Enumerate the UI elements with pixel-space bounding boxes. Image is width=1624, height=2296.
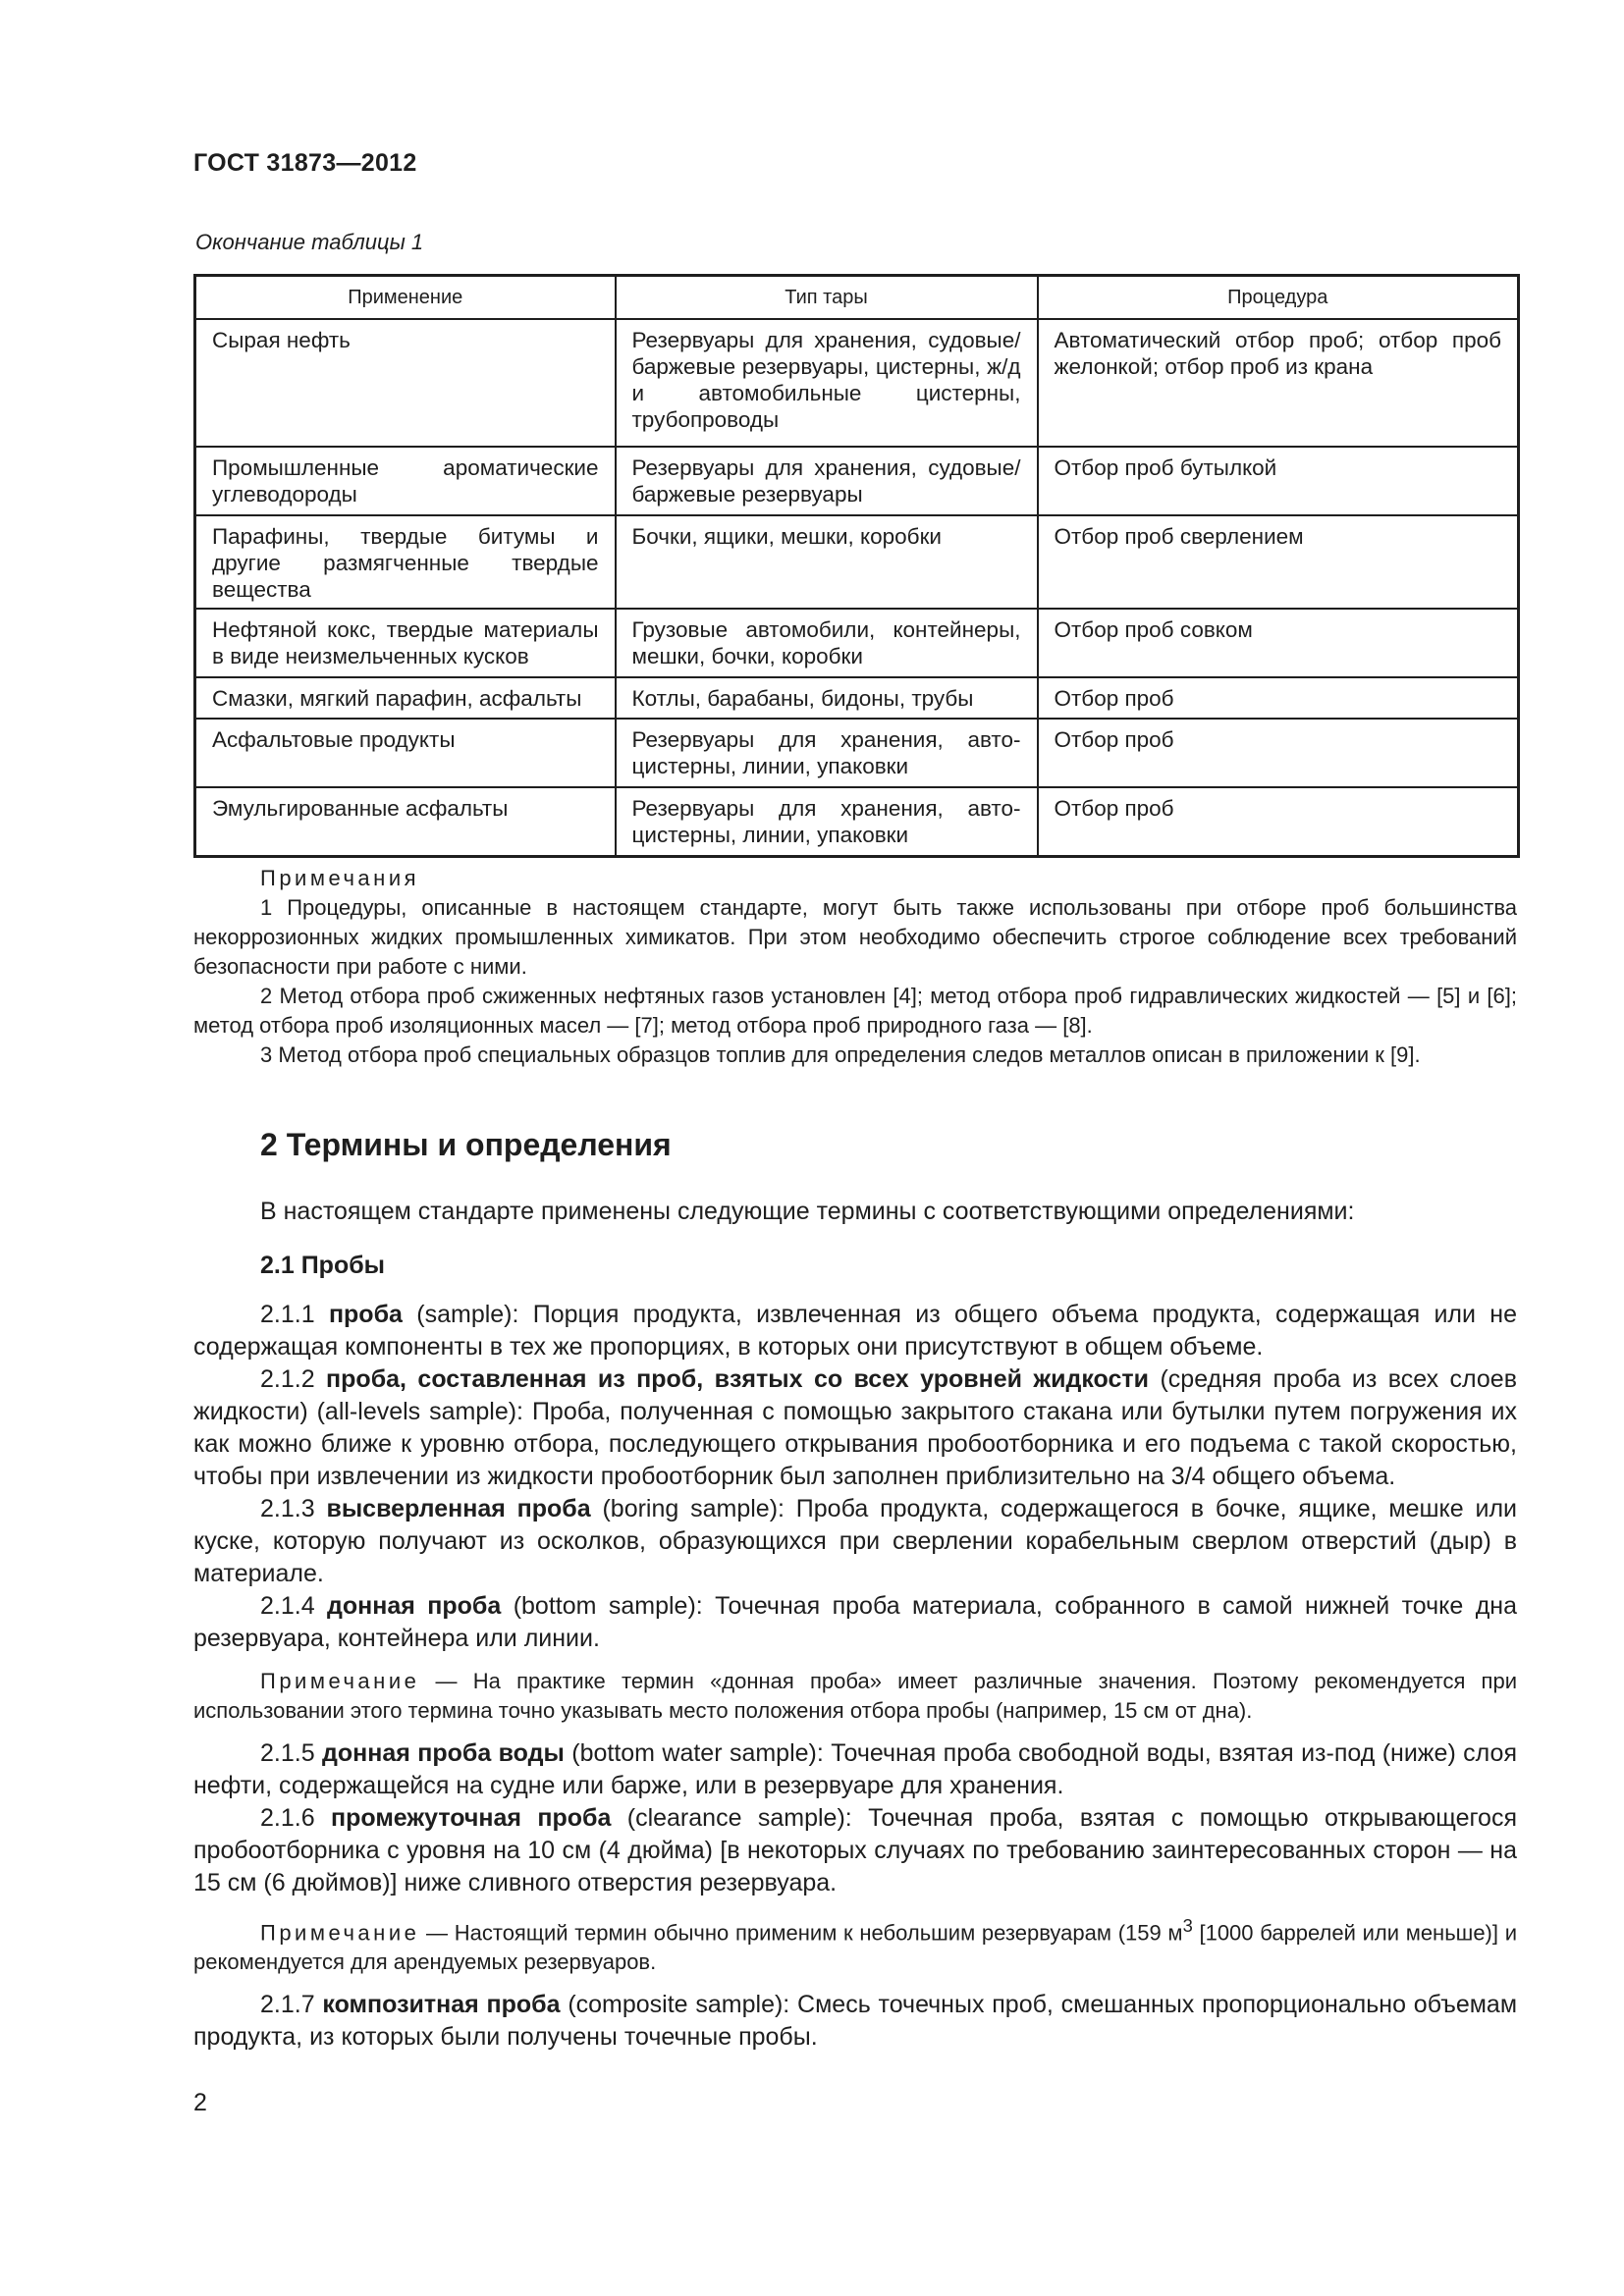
- definition-number: 2.1.2: [260, 1365, 315, 1393]
- note-text-tail: [1000 баррелей или меньше)] и рекомендуется для арендуемых резервуаров.: [193, 1920, 1517, 1975]
- definition-text: (boring sample): Проба продукта, содержащегося в бочке, ящике, мешке или куске, которую получают из осколков, образующихся при сверлении корабельным сверлом отверстий (дыр) в материале.: [193, 1495, 1518, 1587]
- definition-item: [193, 1802, 1517, 1899]
- table-row: [195, 447, 1519, 515]
- table-row: [195, 319, 1519, 447]
- column-header-application: Применение: [195, 276, 616, 320]
- table-row: [195, 609, 1519, 677]
- table-cell: Парафины, твердые битумы и другие размягченные твердые вещества: [195, 515, 616, 609]
- table-cell: Отбор проб: [1038, 787, 1519, 857]
- table-cell: Отбор проб: [1038, 677, 1519, 719]
- column-header-container-type: Тип тары: [616, 276, 1038, 320]
- definition-item: [193, 1590, 1517, 1655]
- definition-text: (bottom water sample): Точечная проба свободной воды, взятая из-под (ниже) слоя нефти, содержащейся на судне или барже, или в резервуаре для хранения.: [193, 1739, 1517, 1799]
- note-superscript: 3: [1182, 1915, 1193, 1936]
- section-intro: В настоящем стандарте применены следующие термины с соответствующими определениями:: [260, 1198, 1355, 1225]
- table-cell: Грузовые автомобили, контейнеры, мешки, бочки, коробки: [616, 609, 1038, 677]
- definition-number: 2.1.3: [260, 1495, 315, 1522]
- definition-number: 2.1.1: [260, 1301, 315, 1328]
- table-cell: Автоматический отбор проб; отбор проб желонкой; отбор проб из крана: [1038, 319, 1519, 447]
- definition-term: промежуточная проба: [331, 1804, 612, 1832]
- document-code: ГОСТ 31873—2012: [193, 149, 417, 177]
- table-notes: [193, 864, 1517, 1070]
- definitions-list: [193, 1299, 1517, 2054]
- table-cell: Отбор проб бутылкой: [1038, 447, 1519, 515]
- table-cell: Бочки, ящики, мешки, коробки: [616, 515, 1038, 609]
- table-cell: Резервуары для хранения, судовые/баржевые резервуары, цистерны, ж/д и автомобильные цистерны, трубопроводы: [616, 319, 1038, 447]
- subsection-title: 2.1 Пробы: [260, 1252, 386, 1279]
- definition-text: (bottom sample): Точечная проба материала, собранного в самой нижней точке дна резервуара, контейнера или линии.: [193, 1592, 1518, 1652]
- section-title: 2 Термины и определения: [260, 1127, 672, 1162]
- table-cell: Нефтяной кокс, твердые материалы в виде неизмельченных кусков: [195, 609, 616, 677]
- definition-note: [193, 1911, 1517, 1977]
- table-cell: Отбор проб совком: [1038, 609, 1519, 677]
- table-row: [195, 515, 1519, 609]
- note-item: 2 Метод отбора проб сжиженных нефтяных газов установлен [4]; метод отбора проб гидравлических жидкостей — [5] и [6]; метод отбора проб изоляционных масел — [7]; метод отбора проб природного газа — [8].: [193, 984, 1517, 1038]
- table-cell: Промышленные ароматические углеводороды: [195, 447, 616, 515]
- table-cell: Сырая нефть: [195, 319, 616, 447]
- table-cell: Резервуары для хранения, судовые/баржевые резервуары: [616, 447, 1038, 515]
- definition-number: 2.1.5: [260, 1739, 315, 1767]
- table-cell: Отбор проб сверлением: [1038, 515, 1519, 609]
- definition-term: композитная проба: [322, 1991, 561, 2019]
- samples-table: [193, 274, 1520, 858]
- definition-term: проба: [328, 1301, 403, 1328]
- definition-item: [193, 1493, 1517, 1590]
- definition-text: (clearance sample): Точечная проба, взятая с помощью открывающегося пробоотборника с уровня на 10 см (4 дюйма) [в некоторых случаях по требованию заинтересованных сторон — на 15 см (6 дюймов)] ниже сливного отверстия резервуара.: [193, 1804, 1517, 1896]
- table-cell: Резервуары для хранения, автоцистерны, линии, упаковки: [616, 787, 1038, 857]
- table-cell: Смазки, мягкий парафин, асфальты: [195, 677, 616, 719]
- note-label: Примечание: [260, 1669, 420, 1693]
- note-text: — Настоящий термин обычно применим к небольшим резервуарам (159 м: [419, 1920, 1183, 1946]
- definition-text: (sample): Порция продукта, извлеченная из общего объема продукта, содержащая или не содержащая компоненты в тех же пропорциях, в которых они присутствуют в общем объеме.: [193, 1301, 1517, 1361]
- definition-number: 2.1.6: [260, 1804, 315, 1832]
- table-cell: Резервуары для хранения, автоцистерны, линии, упаковки: [616, 719, 1038, 787]
- page-number: 2: [193, 2089, 207, 2116]
- definition-text: (средняя проба из всех слоев жидкости) (all-levels sample): Проба, полученная с помощью закрытого стакана или бутылки путем погружения их как можно ближе к уровню отбора, последующего открывания пробоотборника и его подъема с такой скоростью, чтобы при извлечении из жидкости пробоотборник был заполнен приблизительно на 3/4 общего объема.: [193, 1365, 1517, 1490]
- definition-note: [193, 1667, 1517, 1726]
- definition-item: [193, 1737, 1517, 1802]
- definition-term: проба, составленная из проб, взятых со всех уровней жидкости: [326, 1365, 1150, 1393]
- note-item: 3 Метод отбора проб специальных образцов топлив для определения следов металлов описан в приложении к [9].: [260, 1042, 1421, 1067]
- definition-term: высверленная проба: [326, 1495, 591, 1522]
- definition-item: [193, 1989, 1517, 2054]
- definition-item: [193, 1299, 1517, 1363]
- table-row: [195, 787, 1519, 857]
- note-label: Примечание: [260, 1920, 420, 1946]
- definition-term: донная проба: [327, 1592, 502, 1620]
- definition-number: 2.1.7: [260, 1991, 315, 2019]
- note-text: — На практике термин «донная проба» имеет различные значения. Поэтому рекомендуется при использовании этого термина точно указывать место положения отбора пробы (например, 15 см от дна).: [193, 1669, 1517, 1723]
- definition-item: [193, 1363, 1517, 1493]
- table-cell: Эмульгированные асфальты: [195, 787, 616, 857]
- definition-number: 2.1.4: [260, 1592, 315, 1620]
- table-cell: Котлы, барабаны, бидоны, трубы: [616, 677, 1038, 719]
- table-cell: Асфальтовые продукты: [195, 719, 616, 787]
- table-cell: Отбор проб: [1038, 719, 1519, 787]
- notes-title: Примечания: [260, 866, 420, 890]
- column-header-procedure: Процедура: [1038, 276, 1519, 320]
- definition-term: донная проба воды: [322, 1739, 565, 1767]
- table-caption: Окончание таблицы 1: [195, 230, 424, 254]
- note-item: 1 Процедуры, описанные в настоящем стандарте, могут быть также использованы при отборе проб большинства некоррозионных жидких промышленных химикатов. При этом необходимо обеспечить строгое соблюдение всех требований безопасности при работе с ними.: [193, 895, 1517, 979]
- table-header-row: [195, 276, 1519, 320]
- definition-text: (composite sample): Смесь точечных проб, смешанных пропорционально объемам продукта, из которых были получены точечные пробы.: [193, 1991, 1518, 2052]
- table-row: [195, 677, 1519, 719]
- table-row: [195, 719, 1519, 787]
